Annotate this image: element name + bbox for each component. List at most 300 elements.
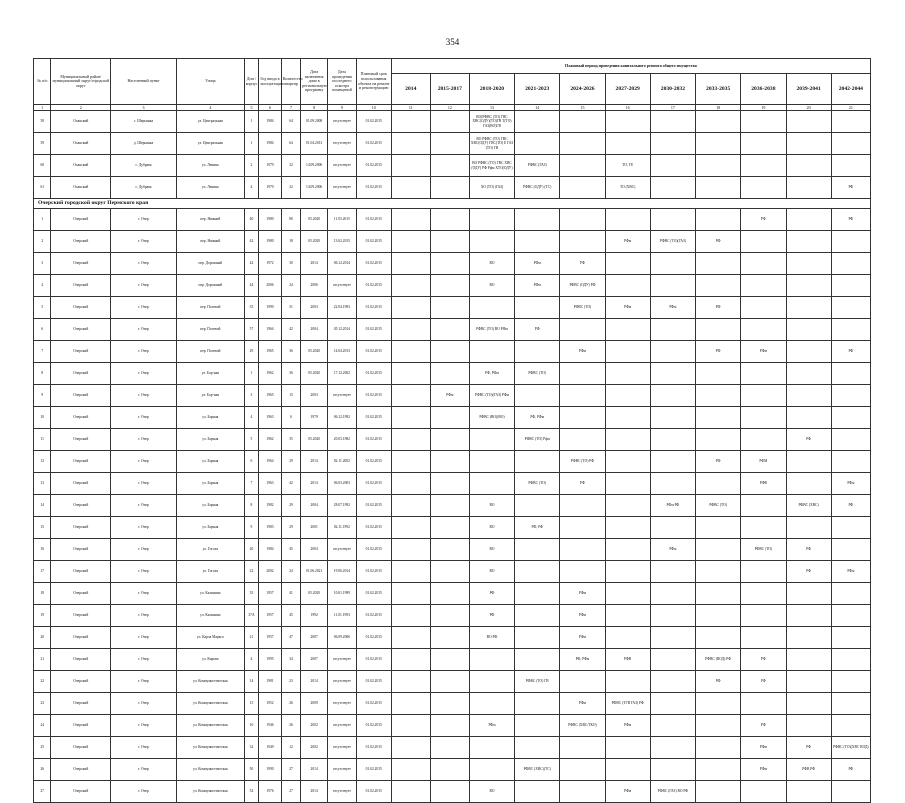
cell-period-work (560, 429, 605, 451)
cell-locality: г. Очер (111, 451, 177, 473)
cell-locality: г. Очер (111, 297, 177, 319)
cell-date-inspection: 11.01.1993 (328, 605, 357, 627)
cell-period-work: ВО (469, 517, 514, 539)
header-date-included: Дата включения дома в региональную программу (301, 59, 328, 105)
cell-municipality: Очерский (51, 517, 111, 539)
cell-period-work (430, 363, 469, 385)
cell-period-work (786, 781, 831, 803)
cell-planned-term: 01.02.2015 (356, 363, 391, 385)
cell-period-work: РФм (650, 539, 695, 561)
cell-year-built: 1984 (259, 133, 282, 155)
cell-year-built: 1970 (259, 177, 282, 199)
cell-year-built: 1964 (259, 319, 282, 341)
cell-apartments: 6 (281, 407, 301, 429)
cell-house: 21 (244, 627, 258, 649)
cell-year-built: 1963 (259, 473, 282, 495)
cell-period-work (831, 627, 870, 649)
cell-street: ул. Калинина (176, 583, 244, 605)
cell-house: 20 (244, 539, 258, 561)
cell-period-work: РФ (786, 539, 831, 561)
cell-period-work (391, 495, 430, 517)
column-number: 10 (356, 105, 391, 111)
cell-apartments: 32 (281, 155, 301, 177)
cell-period-work (831, 253, 870, 275)
cell-locality: г. Очер (111, 649, 177, 671)
cell-house: 1 (244, 111, 258, 133)
cell-period-work (391, 737, 430, 759)
cell-period-work: РФ (560, 473, 605, 495)
cell-period-work (650, 177, 695, 199)
column-number: 6 (259, 105, 282, 111)
cell-num: 19 (34, 605, 51, 627)
cell-period-work (391, 341, 430, 363)
cell-locality: г. Очер (111, 319, 177, 341)
cell-apartments: 34 (281, 649, 301, 671)
page-number: 354 (445, 37, 460, 47)
cell-period-work: РФ (696, 297, 741, 319)
cell-house: 55 (244, 297, 258, 319)
cell-date-inspection: отсутствует (328, 737, 357, 759)
cell-period-work (391, 561, 430, 583)
cell-period-work (515, 133, 560, 155)
cell-planned-term: 01.02.2015 (356, 649, 391, 671)
cell-apartments: 64 (281, 133, 301, 155)
cell-period-work: ВО (469, 781, 514, 803)
cell-period-work (650, 561, 695, 583)
cell-period-work (430, 253, 469, 275)
cell-period-work (605, 341, 650, 363)
cell-planned-term: 01.02.2015 (356, 341, 391, 363)
year-header: 2033-2035 (696, 74, 741, 105)
cell-municipality: Очерский (51, 231, 111, 253)
cell-period-work (786, 111, 831, 133)
cell-locality: г. Очер (111, 495, 177, 517)
table-row (34, 133, 871, 155)
cell-period-work (605, 363, 650, 385)
cell-date-inspection: 05.12.2014 (328, 319, 357, 341)
cell-period-work (430, 539, 469, 561)
cell-period-work: РФВ РФ (786, 759, 831, 781)
cell-apartments: 24 (281, 275, 301, 297)
cell-date-included: 2007 (301, 627, 328, 649)
cell-locality: г. Очер (111, 429, 177, 451)
cell-municipality: Очерский (51, 473, 111, 495)
column-number: 4 (176, 105, 244, 111)
capital-repair-table (33, 58, 871, 803)
table-row (34, 177, 871, 199)
cell-date-inspection: отсутствует (328, 539, 357, 561)
cell-period-work (560, 177, 605, 199)
cell-period-work (515, 111, 560, 133)
cell-period-work (391, 111, 430, 133)
cell-apartments: 27 (281, 781, 301, 803)
cell-period-work: РФВС (ТО)(ХВС ВОД) (831, 737, 870, 759)
cell-house: 9 (244, 517, 258, 539)
table-row (34, 253, 871, 275)
cell-apartments: 26 (281, 693, 301, 715)
cell-period-work (391, 209, 430, 231)
cell-municipality: Очерский (51, 297, 111, 319)
cell-period-work: РФ (741, 649, 786, 671)
table-row (34, 341, 871, 363)
cell-planned-term: 01.02.2015 (356, 319, 391, 341)
header-num: № п/п (34, 59, 51, 105)
cell-apartments: 80 (281, 209, 301, 231)
cell-num: 6 (34, 319, 51, 341)
cell-year-built: 1982 (259, 495, 282, 517)
cell-date-included: 2014 (301, 253, 328, 275)
table-row (34, 231, 871, 253)
table-row (34, 627, 871, 649)
cell-period-work (605, 737, 650, 759)
cell-house: 4 (244, 177, 258, 199)
cell-period-work: РФ, РФ (515, 517, 560, 539)
cell-date-inspection: 28.07.1992 (328, 495, 357, 517)
cell-date-included: 1992 (301, 605, 328, 627)
cell-year-built: 1981 (259, 671, 282, 693)
cell-date-included: 2003 (301, 297, 328, 319)
cell-num: 12 (34, 451, 51, 473)
cell-period-work: РФВС (ТО)(ГАЗ) (650, 231, 695, 253)
cell-planned-term: 01.02.2015 (356, 473, 391, 495)
cell-date-inspection: 13.02.2015 (328, 231, 357, 253)
cell-period-work: РФм (650, 297, 695, 319)
cell-period-work (696, 155, 741, 177)
cell-period-work (696, 407, 741, 429)
cell-period-work (469, 209, 514, 231)
cell-period-work (786, 583, 831, 605)
cell-date-included: 2002 (301, 715, 328, 737)
cell-period-work (741, 781, 786, 803)
cell-municipality: Очерский (51, 429, 111, 451)
cell-locality: г. Очер (111, 759, 177, 781)
cell-period-work (391, 177, 430, 199)
cell-period-work: РФВС (ГАЗ) ВО РФ (650, 781, 695, 803)
cell-period-work (430, 429, 469, 451)
cell-period-work (560, 407, 605, 429)
cell-year-built: 1949 (259, 737, 282, 759)
cell-period-work (786, 231, 831, 253)
cell-period-work (741, 231, 786, 253)
cell-period-work (469, 297, 514, 319)
cell-period-work (605, 253, 650, 275)
column-number: 7 (281, 105, 301, 111)
cell-period-work (430, 781, 469, 803)
cell-period-work (430, 473, 469, 495)
header-house: Дом / корпус (244, 59, 258, 105)
cell-period-work (515, 649, 560, 671)
cell-house: 57 (244, 319, 258, 341)
cell-period-work: РФВС (ТО) (560, 297, 605, 319)
cell-period-work: ВО (469, 495, 514, 517)
cell-period-work (605, 451, 650, 473)
cell-period-work: РФ (831, 341, 870, 363)
cell-house: 32 (244, 737, 258, 759)
cell-street: ул. Центральная (176, 133, 244, 155)
column-number: 3 (111, 105, 177, 111)
cell-period-work: РФ (696, 451, 741, 473)
cell-period-work (786, 275, 831, 297)
header-year-built: Год ввода в эксплуатацию (259, 59, 282, 105)
cell-year-built: 1962 (259, 363, 282, 385)
cell-period-work (560, 319, 605, 341)
cell-period-work (391, 693, 430, 715)
cell-num: 26 (34, 759, 51, 781)
cell-locality: г. Очер (111, 275, 177, 297)
cell-period-work: РФВС (ВОД) РФ (696, 649, 741, 671)
cell-period-work (696, 209, 741, 231)
cell-street: ул. Коммунистическая (176, 781, 244, 803)
year-header: 2024-2026 (560, 74, 605, 105)
cell-date-included: 2014 (301, 781, 328, 803)
cell-period-work: РФм (515, 253, 560, 275)
cell-period-work (560, 155, 605, 177)
cell-period-work: РФ, РФм (515, 407, 560, 429)
cell-date-inspection: 22.04.1993 (328, 297, 357, 319)
cell-period-work (650, 209, 695, 231)
cell-period-work (560, 561, 605, 583)
cell-period-work (391, 539, 430, 561)
cell-period-work (741, 495, 786, 517)
cell-period-work: РФ, РФм (560, 649, 605, 671)
cell-period-work (515, 605, 560, 627)
cell-house: 42 (244, 253, 258, 275)
cell-period-work (391, 155, 430, 177)
cell-period-work: РФВС (ОДУ) РФ (560, 275, 605, 297)
cell-period-work: РФм (560, 583, 605, 605)
cell-date-included: 2014 (301, 451, 328, 473)
cell-period-work (391, 253, 430, 275)
cell-period-work (741, 583, 786, 605)
cell-period-work (786, 253, 831, 275)
cell-period-work: РФ (786, 737, 831, 759)
cell-municipality: Оханский (51, 133, 111, 155)
cell-period-work: РФ (696, 231, 741, 253)
cell-date-inspection: 11.03.2015 (328, 209, 357, 231)
cell-locality: г. Очер (111, 473, 177, 495)
cell-period-work: РФВ (741, 473, 786, 495)
cell-period-work (605, 605, 650, 627)
column-number: 13 (469, 105, 514, 111)
cell-street: пер. Полевой (176, 341, 244, 363)
cell-year-built: 1957 (259, 627, 282, 649)
cell-period-work (741, 517, 786, 539)
cell-num: 27 (34, 781, 51, 803)
cell-period-work: РФм (741, 737, 786, 759)
cell-num: 1 (34, 209, 51, 231)
cell-period-work (650, 407, 695, 429)
cell-date-inspection: отсутствует (328, 155, 357, 177)
column-number: 11 (391, 105, 430, 111)
cell-period-work (650, 385, 695, 407)
cell-locality: г. Очер (111, 253, 177, 275)
cell-municipality: Очерский (51, 693, 111, 715)
cell-apartments: 42 (281, 319, 301, 341)
cell-date-included: 2006 (301, 275, 328, 297)
cell-planned-term: 01.02.2015 (356, 253, 391, 275)
cell-period-work (560, 111, 605, 133)
cell-planned-term: 01.02.2015 (356, 583, 391, 605)
cell-locality: с. Шерьинка (111, 111, 177, 133)
cell-street: ул. Борная (176, 451, 244, 473)
cell-period-work (391, 627, 430, 649)
cell-period-work: РФВС (ХВС) (786, 495, 831, 517)
cell-period-work (391, 781, 430, 803)
cell-house: 4 (244, 407, 258, 429)
cell-locality: г. Очер (111, 737, 177, 759)
cell-period-work (560, 133, 605, 155)
cell-house: 42 (244, 231, 258, 253)
cell-period-work: РФ (786, 561, 831, 583)
cell-street: ул. Борная (176, 429, 244, 451)
cell-locality: г. Очер (111, 407, 177, 429)
cell-num: 9 (34, 385, 51, 407)
cell-period-work (831, 781, 870, 803)
cell-street: ул. Карла Маркса (176, 627, 244, 649)
cell-period-work (391, 407, 430, 429)
cell-municipality: Очерский (51, 341, 111, 363)
cell-period-work (430, 627, 469, 649)
cell-period-work (786, 133, 831, 155)
cell-year-built: 1984 (259, 111, 282, 133)
cell-period-work (831, 649, 870, 671)
cell-num: 7 (34, 341, 51, 363)
cell-municipality: Очерский (51, 495, 111, 517)
cell-period-work (696, 627, 741, 649)
cell-locality: г. Очер (111, 561, 177, 583)
cell-num: 17 (34, 561, 51, 583)
cell-street: ул. Борная (176, 495, 244, 517)
cell-period-work (831, 275, 870, 297)
cell-period-work (605, 583, 650, 605)
cell-period-work (430, 341, 469, 363)
cell-period-work (469, 759, 514, 781)
cell-house: 29 (244, 341, 258, 363)
cell-date-included: 05.2020 (301, 429, 328, 451)
cell-date-inspection: 17.12.2002 (328, 363, 357, 385)
column-number: 14 (515, 105, 560, 111)
cell-period-work: РФВС (ТО) (741, 539, 786, 561)
cell-period-work: РФ (741, 671, 786, 693)
cell-period-work (831, 429, 870, 451)
cell-street: пер. Нижний (176, 231, 244, 253)
cell-date-included: 05.2020 (301, 363, 328, 385)
cell-date-included: 2009 (301, 693, 328, 715)
table-row (34, 363, 871, 385)
cell-num: 14 (34, 495, 51, 517)
cell-year-built: 1980 (259, 209, 282, 231)
cell-num: 58 (34, 111, 51, 133)
cell-street: ул. Гоголя (176, 539, 244, 561)
cell-period-work: РФВС (ТО) ВО РФм (469, 319, 514, 341)
cell-apartments: 23 (281, 671, 301, 693)
column-number: 18 (696, 105, 741, 111)
cell-period-work (650, 451, 695, 473)
cell-period-work (560, 781, 605, 803)
cell-period-work (391, 275, 430, 297)
cell-locality: г. Очер (111, 715, 177, 737)
cell-period-work (515, 231, 560, 253)
cell-num: 59 (34, 133, 51, 155)
cell-municipality: Очерский (51, 583, 111, 605)
cell-period-work (696, 759, 741, 781)
cell-period-work (515, 583, 560, 605)
cell-period-work: РФм (469, 715, 514, 737)
cell-house: 6 (244, 451, 258, 473)
table-row (34, 407, 871, 429)
cell-period-work (515, 495, 560, 517)
cell-period-work: РФМ (741, 451, 786, 473)
cell-num: 20 (34, 627, 51, 649)
column-number: 8 (301, 105, 328, 111)
cell-period-work (696, 539, 741, 561)
cell-period-work (430, 177, 469, 199)
cell-period-work (515, 341, 560, 363)
cell-period-work: ТО (ХВС) (605, 177, 650, 199)
year-header: 2014 (391, 74, 430, 105)
cell-period-work (605, 429, 650, 451)
cell-year-built: 1976 (259, 781, 282, 803)
cell-period-work (831, 133, 870, 155)
cell-period-work (430, 605, 469, 627)
cell-period-work (430, 583, 469, 605)
cell-planned-term: 01.02.2015 (356, 177, 391, 199)
cell-planned-term: 01.02.2015 (356, 671, 391, 693)
cell-period-work (696, 133, 741, 155)
cell-date-inspection: отсутствует (328, 275, 357, 297)
cell-num: 18 (34, 583, 51, 605)
cell-period-work (605, 473, 650, 495)
cell-planned-term: 01.02.2015 (356, 451, 391, 473)
cell-year-built: 1990 (259, 759, 282, 781)
cell-year-built: 1957 (259, 583, 282, 605)
cell-municipality: Оханский (51, 177, 111, 199)
cell-planned-term: 01.02.2015 (356, 133, 391, 155)
cell-house: 8 (244, 495, 258, 517)
cell-house: 50 (244, 759, 258, 781)
year-header: 2021-2023 (515, 74, 560, 105)
cell-period-work (831, 111, 870, 133)
cell-municipality: Очерский (51, 385, 111, 407)
table-row (34, 715, 871, 737)
cell-period-work (391, 231, 430, 253)
cell-period-work: ВО РФВС (ТО) ГВС ХВС (ОДУ) РФ Рфм ХТО(ОДУ) (469, 155, 514, 177)
cell-period-work (696, 737, 741, 759)
cell-period-work: ВО (469, 561, 514, 583)
cell-planned-term: 01.02.2015 (356, 407, 391, 429)
cell-house: 40 (244, 209, 258, 231)
cell-period-work (786, 649, 831, 671)
cell-municipality: Очерский (51, 253, 111, 275)
cell-street: пер. Дорожный (176, 275, 244, 297)
cell-period-work: РФ (786, 429, 831, 451)
cell-period-work (831, 231, 870, 253)
cell-date-included: 14.09.2006 (301, 155, 328, 177)
cell-period-work (831, 363, 870, 385)
column-number: 1 (34, 105, 51, 111)
cell-date-inspection: отсутствует (328, 649, 357, 671)
cell-period-work: РФм (560, 605, 605, 627)
cell-num: 5 (34, 297, 51, 319)
cell-date-included: 01.09.2008 (301, 111, 328, 133)
cell-period-work (831, 451, 870, 473)
cell-date-included: 05.2020 (301, 583, 328, 605)
cell-house: 7 (244, 473, 258, 495)
cell-period-work (515, 297, 560, 319)
cell-municipality: Очерский (51, 539, 111, 561)
cell-date-inspection: 10.01.1999 (328, 583, 357, 605)
cell-year-built: 1946 (259, 715, 282, 737)
